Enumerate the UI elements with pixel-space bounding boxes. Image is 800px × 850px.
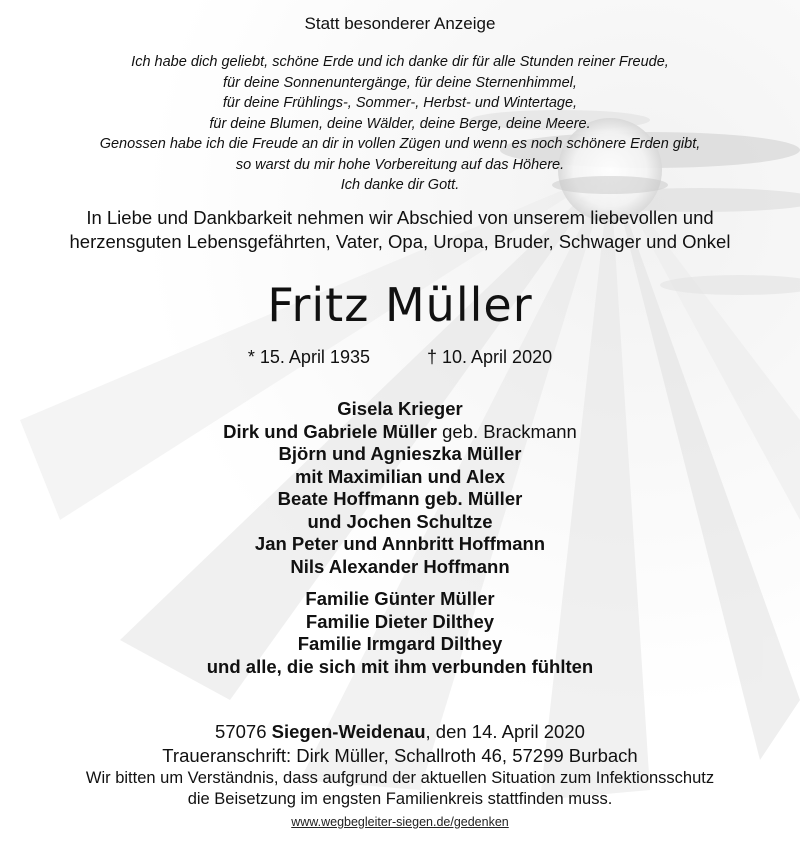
poem-line: für deine Frühlings-, Sommer-, Herbst- und Wintertage,	[222, 95, 578, 111]
mourner-line: und alle, die sich mit ihm verbunden fühlten	[206, 655, 594, 677]
mourner-line	[0, 421, 800, 444]
poem-line: Ich habe dich geliebt, schöne Erde und ich danke dir für alle Stunden reiner Freude,	[131, 54, 669, 70]
poem-line: so warst du mir hohe Vorbereitung auf das Höhere.	[235, 156, 565, 173]
poem-line: Genossen habe ich die Freude an dir in vollen Zügen und wenn es noch schönere Erden gibt,	[99, 136, 701, 152]
place-date-line	[0, 720, 800, 744]
mourning-address: Traueranschrift: Dirk Müller, Schallroth 46, 57299 Burbach	[162, 745, 638, 766]
mourner-line: Familie Günter Müller	[305, 588, 495, 609]
mourner-line: und Jochen Schultze	[307, 510, 493, 532]
mourner-line: Gisela Krieger	[337, 398, 463, 419]
mourner-line: Jan Peter und Annbritt Hoffmann	[254, 533, 546, 554]
poem-line: für deine Blumen, deine Wälder, deine Berge, deine Meere.	[209, 115, 591, 132]
intro-line: herzensguten Lebensgefährten, Vater, Opa, Uropa, Bruder, Schwager und Onkel	[69, 231, 731, 252]
covid-line: die Beisetzung im engsten Familienkreis stattfinden muss.	[187, 790, 613, 808]
deceased-name: Fritz Müller	[267, 278, 533, 332]
mourner-line: Beate Hoffmann geb. Müller	[277, 488, 523, 509]
maiden-name: geb. Brackmann	[436, 420, 577, 442]
mourner-line: Familie Dieter Dilthey	[305, 610, 495, 632]
mourner-line: mit Maximilian und Alex	[294, 465, 506, 487]
memorial-poem	[0, 52, 800, 196]
mourner-line: Familie Irmgard Dilthey	[297, 633, 503, 654]
mourner-line: Nils Alexander Hoffmann	[290, 555, 510, 577]
covid-notice	[0, 768, 800, 810]
poem-line: für deine Sonnenuntergänge, für deine Sternenhimmel,	[223, 74, 577, 91]
life-dates	[0, 347, 800, 368]
mourner-line: Björn und Agnieszka Müller	[278, 443, 522, 464]
place-name: Siegen-Weidenau	[271, 721, 426, 742]
notice-date: , den 14. April 2020	[425, 721, 585, 742]
mourners-list	[0, 398, 800, 678]
intro-line: In Liebe und Dankbarkeit nehmen wir Abschied von unserem liebevollen und	[86, 207, 714, 228]
farewell-intro	[0, 206, 800, 254]
poem-line: Ich danke dir Gott.	[340, 177, 460, 193]
covid-line: Wir bitten um Verständnis, dass aufgrund der aktuellen Situation zum Infektionsschutz	[85, 769, 715, 787]
death-date: † 10. April 2020	[427, 347, 553, 367]
postcode: 57076	[215, 721, 272, 742]
birth-date: * 15. April 1935	[247, 347, 370, 367]
memorial-website-link[interactable]: www.wegbegleiter-siegen.de/gedenken	[291, 815, 509, 829]
mourner-names: Dirk und Gabriele Müller	[223, 420, 437, 442]
notice-header: Statt besonderer Anzeige	[304, 14, 496, 33]
notice-footer	[0, 720, 800, 810]
